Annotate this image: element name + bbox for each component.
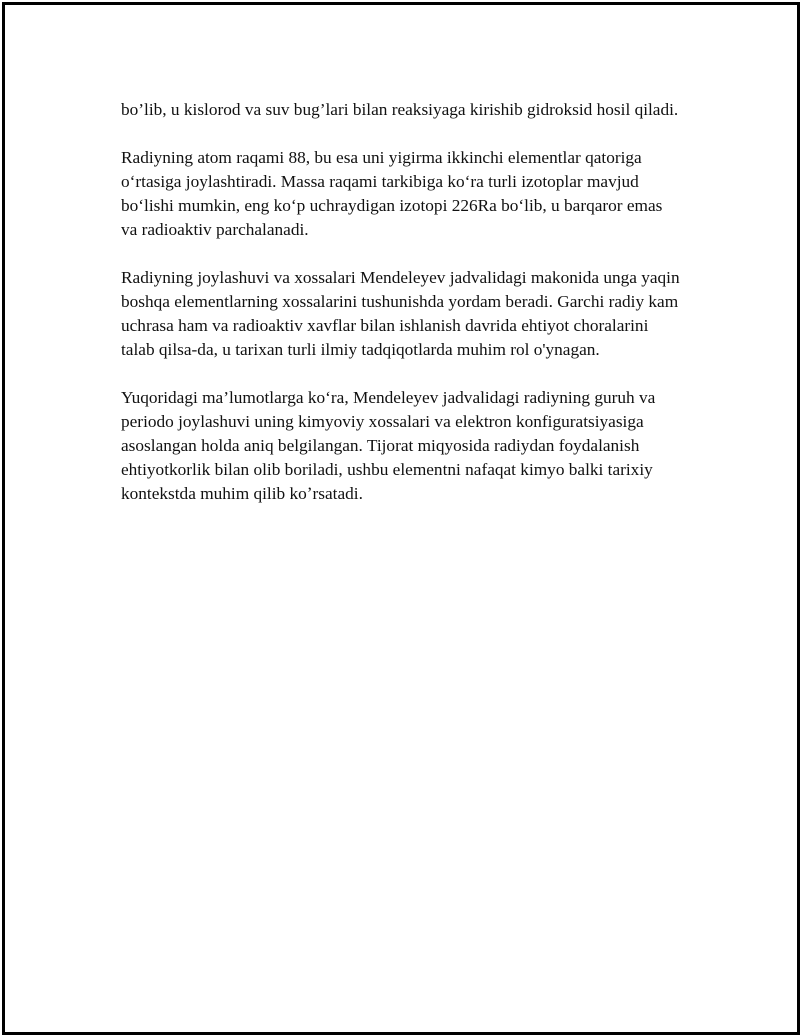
paragraph-1: bo’lib, u kislorod va suv bug’lari bilan reaksiyaga kirishib gidroksid hosil qiladi. — [121, 100, 679, 119]
page-frame — [2, 2, 800, 1035]
paragraph-2: Radiyning atom raqami 88, bu esa uni yigirma ikkinchi elementlar qatoriga oʻrtasiga joylashtiradi. Massa raqami tarkibiga koʻra turli izotoplar mavjud boʻlishi mumkin, eng koʻp uchraydigan izotopi 226Ra boʻlib, u barqaror emas va radioaktiv parchalanadi. — [121, 148, 663, 239]
paragraph-3: Radiyning joylashuvi va xossalari Mendeleyev jadvalidagi makonida unga yaqin boshqa elementlarning xossalarini tushunishda yordam beradi. Garchi radiy kam uchrasa ham va radioaktiv xavflar bilan ishlanish davrida ehtiyot choralarini talab qilsa-da, u tarixan turli ilmiy tadqiqotlarda muhim rol o'ynagan. — [121, 268, 680, 359]
document-body — [121, 98, 681, 530]
paragraph-4: Yuqoridagi ma’lumotlarga koʻra, Mendeleyev jadvalidagi radiyning guruh va periodo joylashuvi uning kimyoviy xossalari va elektron konfiguratsiyasiga asoslangan holda aniq belgilangan. Tijorat miqyosida radiydan foydalanish ehtiyotkorlik bilan olib boriladi, ushbu elementni nafaqat kimyo balki tarixiy kontekstda muhim qilib koʼrsatadi. — [121, 388, 656, 503]
